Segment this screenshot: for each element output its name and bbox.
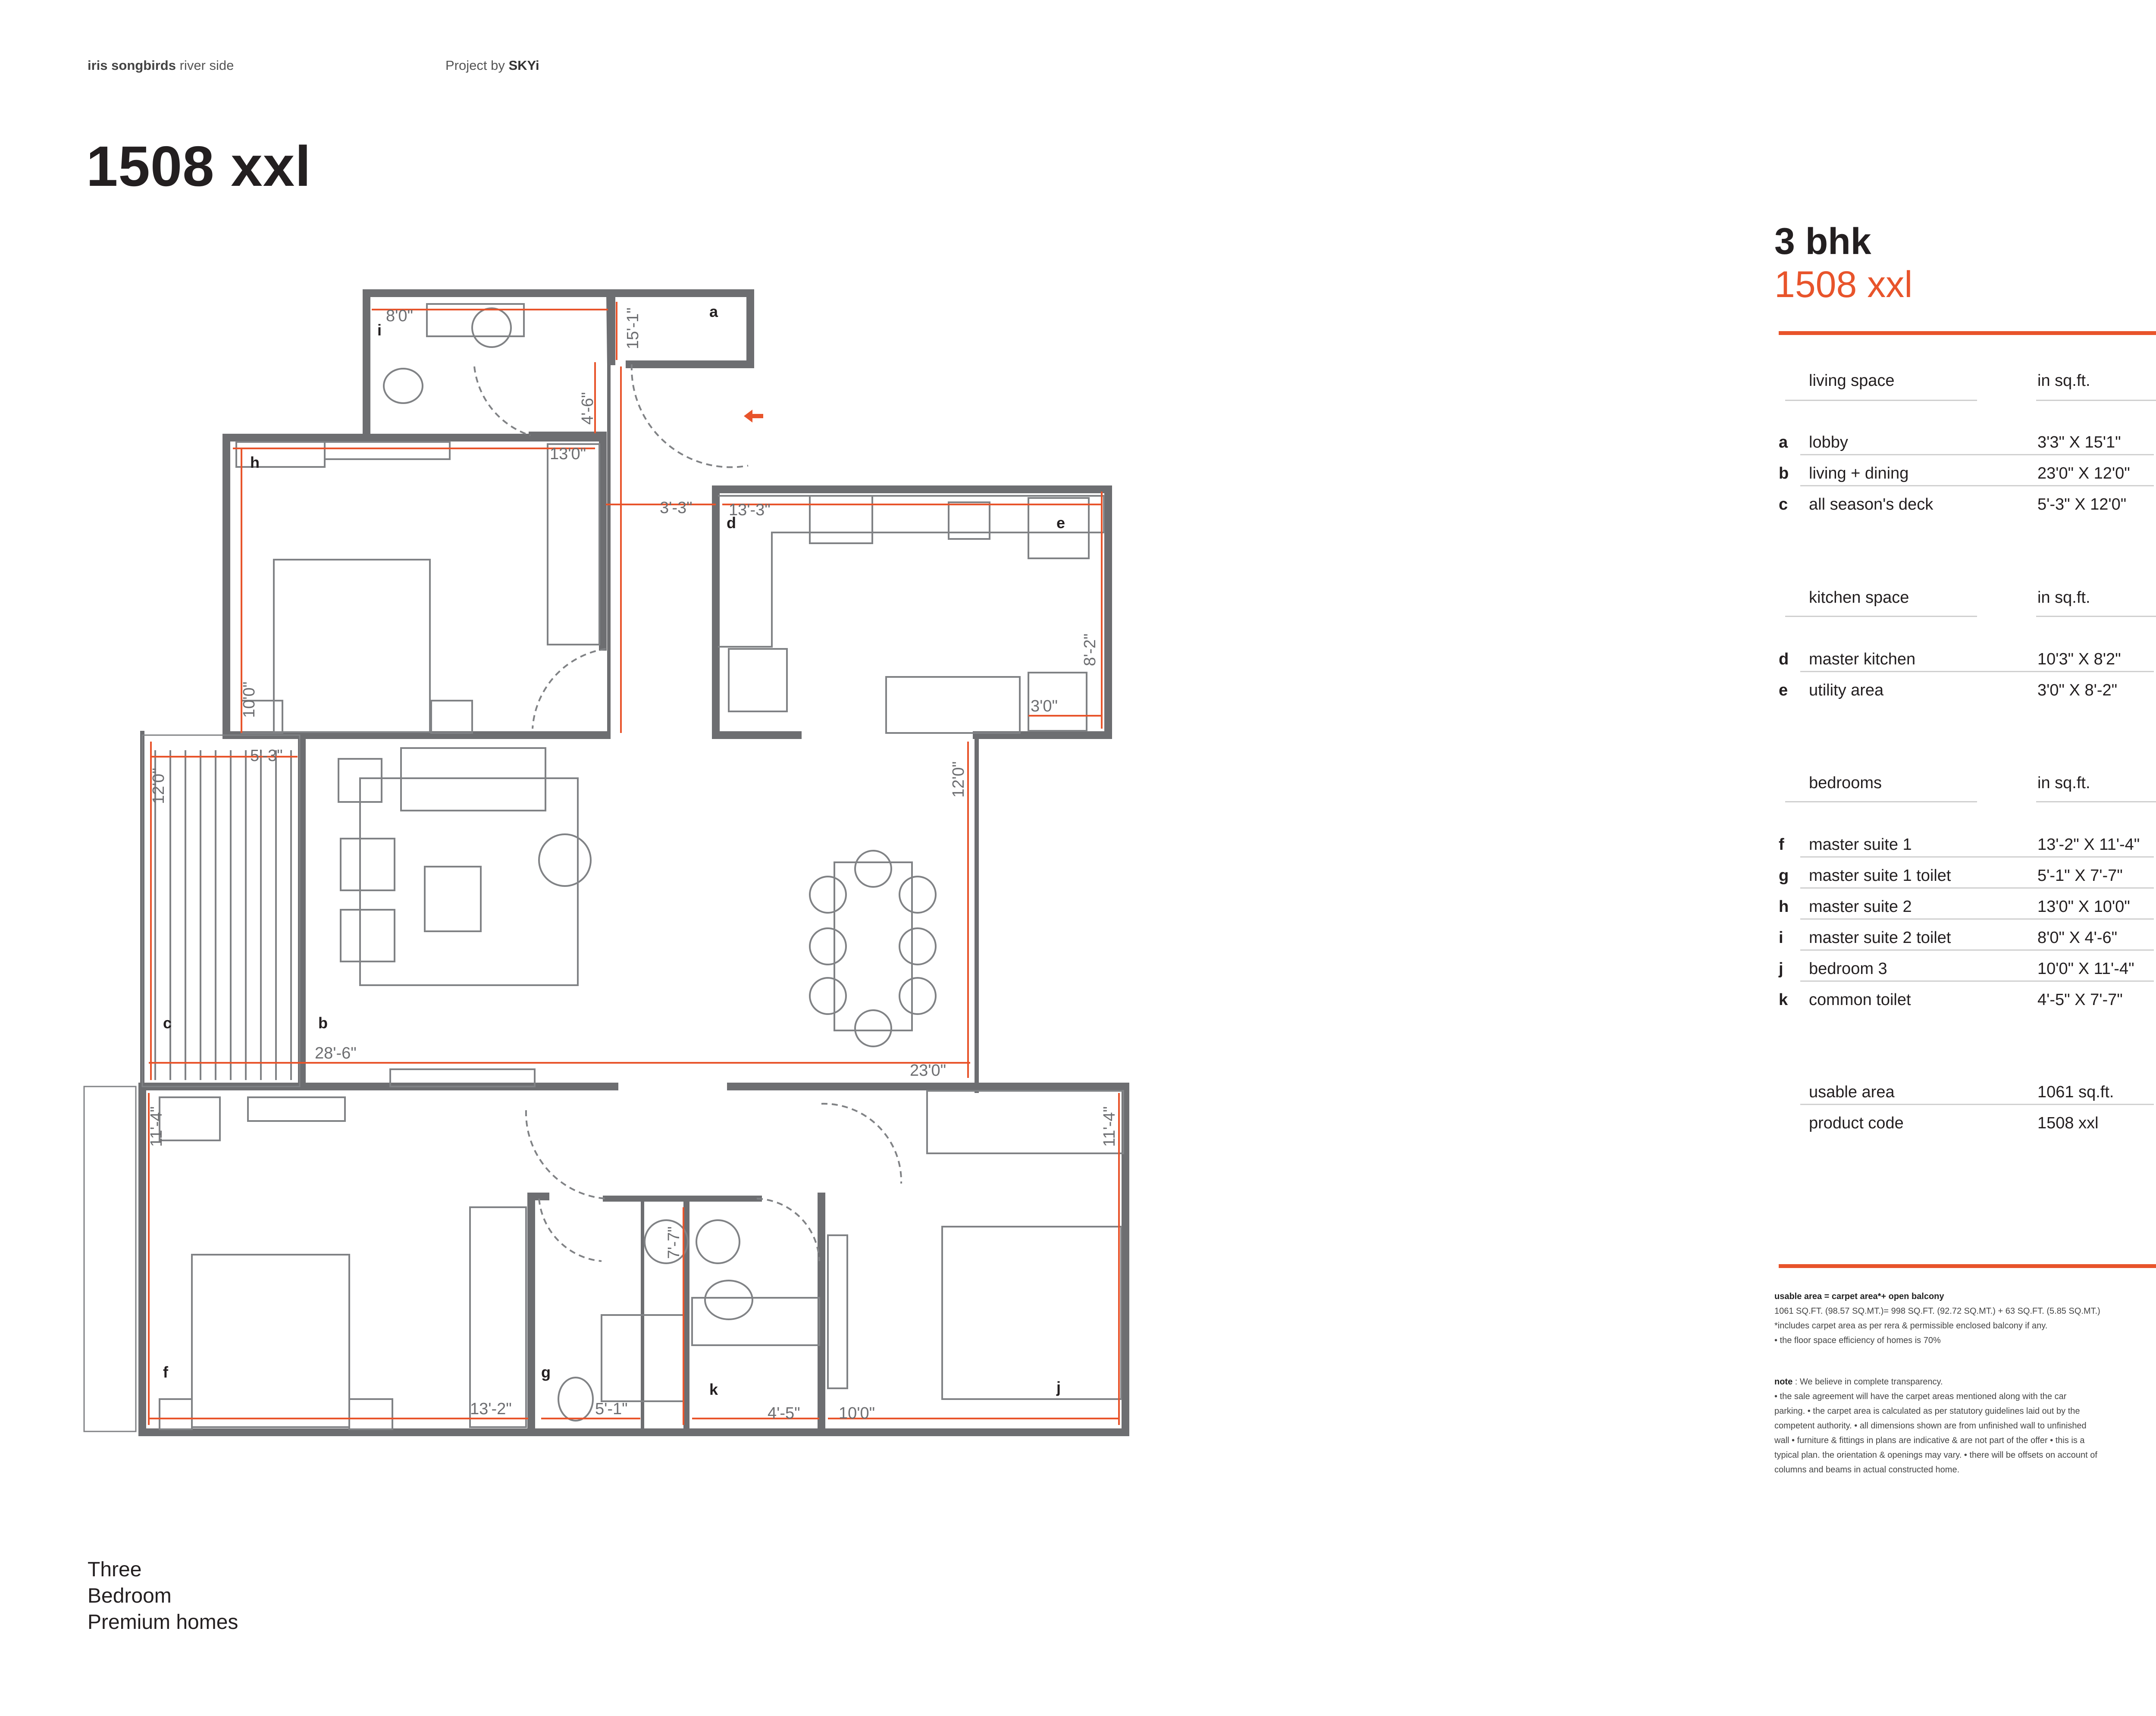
- room-letter-a: a: [709, 303, 718, 320]
- row-value: 23'0" X 12'0": [2037, 464, 2130, 482]
- section-unit-kitchen: in sq.ft.: [2037, 589, 2090, 607]
- row-separator: [1800, 454, 2154, 455]
- dim-label-lobby-width: 3'-3": [660, 499, 693, 517]
- orange-divider: [1779, 1264, 2156, 1268]
- row-value: 4'-5" X 7'-7": [2037, 991, 2123, 1009]
- row-separator: [1800, 671, 2154, 672]
- spec-row: [1779, 867, 2156, 897]
- dim-label-kitchen-width: 13'-3": [729, 501, 771, 519]
- row-value: 13'-2" X 11'-4": [2037, 836, 2140, 854]
- section-unit-bedrooms: in sq.ft.: [2037, 774, 2090, 792]
- dim-label-j-depth: 11'-4": [1100, 1106, 1119, 1147]
- dim-label-g-width: 5'-1": [595, 1400, 628, 1418]
- row-label: master suite 1: [1809, 836, 1912, 854]
- row-letter: e: [1779, 681, 1788, 699]
- row-value: 1061 sq.ft.: [2037, 1083, 2114, 1101]
- row-separator: [1800, 949, 2154, 951]
- dim-label-living-width: 23'0": [910, 1062, 946, 1080]
- row-letter: k: [1779, 991, 1788, 1009]
- spec-row: [1779, 464, 2156, 495]
- page-title: 1508 xxl: [86, 135, 311, 198]
- section-rule: [2036, 801, 2156, 802]
- footnote-line: *includes carpet area as per rera & permissible enclosed balcony if any.: [1774, 1321, 2048, 1331]
- row-label: master suite 2 toilet: [1809, 929, 1951, 947]
- floor-plan-walls: [142, 293, 1125, 1432]
- unit-summary-panel: [1774, 220, 2156, 306]
- row-value: 10'3" X 8'2": [2037, 650, 2121, 668]
- row-value: 13'0" X 10'0": [2037, 898, 2130, 916]
- row-letter: a: [1779, 433, 1788, 451]
- footnote-line: • the floor space efficiency of homes is 70%: [1774, 1336, 1941, 1345]
- row-letter: j: [1779, 960, 1783, 978]
- dim-label-kitchen-depth: 8'-2": [1081, 633, 1099, 666]
- row-label: living + dining: [1809, 464, 1909, 482]
- summary-row-product-code: [1779, 1114, 2156, 1144]
- spec-row: [1779, 960, 2156, 990]
- room-letter-c: c: [163, 1014, 172, 1032]
- section-heading-bedrooms: bedrooms: [1809, 774, 1882, 792]
- note-line: parking. • the carpet area is calculated as per statutory guidelines laid out by the: [1774, 1406, 2080, 1416]
- row-value: 10'0" X 11'-4": [2037, 960, 2134, 978]
- row-letter: h: [1779, 898, 1789, 916]
- row-letter: f: [1779, 836, 1784, 854]
- floor-plan: [0, 0, 1164, 1509]
- section-rule: [1785, 616, 1977, 617]
- dim-label-deck-width: 5'-3": [250, 747, 283, 765]
- note-line: : We believe in complete transparency.: [1795, 1377, 1943, 1387]
- spec-row: [1779, 898, 2156, 928]
- unit-name: 1508 xxl: [1774, 264, 1913, 305]
- note-line: competent authority. • all dimensions shown are from unfinished wall to unfinished: [1774, 1421, 2087, 1431]
- row-letter: g: [1779, 867, 1789, 885]
- row-value: 5'-1" X 7'-7": [2037, 867, 2123, 885]
- entry-arrow-icon: [744, 410, 763, 423]
- floor-plan-dimension-lines: [149, 302, 1119, 1425]
- row-separator: [1800, 1104, 2154, 1105]
- row-label: utility area: [1809, 681, 1884, 699]
- spec-row: [1779, 433, 2156, 463]
- row-value: 3'3" X 15'1": [2037, 433, 2121, 451]
- room-letter-i: i: [377, 321, 382, 339]
- unit-type: 3 bhk: [1774, 221, 1871, 262]
- dim-label-h-width: 13'0": [550, 445, 586, 463]
- room-letter-k: k: [709, 1381, 718, 1398]
- spec-row: [1779, 991, 2156, 1021]
- tagline-line: Premium homes: [88, 1611, 238, 1634]
- room-letter-h: h: [250, 454, 260, 471]
- dim-label-deck-depth: 12'0": [150, 767, 168, 804]
- row-separator: [1800, 980, 2154, 982]
- room-letter-b: b: [318, 1014, 328, 1032]
- row-value: 8'0" X 4'-6": [2037, 929, 2118, 947]
- footnote-line: 1061 SQ.FT. (98.57 SQ.MT.)= 998 SQ.FT. (92.72 SQ.MT.) + 63 SQ.FT. (5.85 SQ.MT.): [1774, 1306, 2100, 1316]
- row-value: 5'-3" X 12'0": [2037, 495, 2127, 514]
- row-letter: i: [1779, 929, 1783, 947]
- row-label: lobby: [1809, 433, 1848, 451]
- footnote-heading: usable area = carpet area*+ open balcony: [1774, 1292, 1944, 1301]
- disclaimer-note: [1774, 1375, 2156, 1477]
- section-unit-living: in sq.ft.: [2037, 372, 2090, 390]
- dim-label-total-width: 28'-6": [315, 1044, 357, 1062]
- spec-row: [1779, 929, 2156, 959]
- row-value: 1508 xxl: [2037, 1114, 2099, 1132]
- row-separator: [1800, 856, 2154, 858]
- note-line: wall • furniture & fittings in plans are indicative & are not part of the offer • this is a: [1774, 1436, 2085, 1445]
- spec-row: [1779, 681, 2156, 711]
- orange-divider: [1779, 331, 2156, 335]
- room-letter-g: g: [541, 1363, 551, 1381]
- section-rule: [2036, 616, 2156, 617]
- spec-row: [1779, 836, 2156, 866]
- dim-label-dining-depth: 12'0": [950, 761, 968, 798]
- row-label: bedroom 3: [1809, 960, 1887, 978]
- room-letter-f: f: [163, 1363, 168, 1381]
- spec-row: [1779, 495, 2156, 526]
- section-heading-living: living space: [1809, 372, 1895, 390]
- dim-label-j-width: 10'0": [839, 1404, 875, 1422]
- dim-label-g-depth: 7'-7": [665, 1226, 683, 1259]
- dim-label-f-depth: 11'-4": [147, 1106, 166, 1147]
- section-heading-kitchen: kitchen space: [1809, 589, 1909, 607]
- row-label: common toilet: [1809, 991, 1911, 1009]
- room-letter-d: d: [727, 514, 736, 532]
- tagline: [88, 1556, 238, 1635]
- tagline-line: Bedroom: [88, 1584, 172, 1607]
- row-letter: d: [1779, 650, 1789, 668]
- brand-label: iris songbirds river side: [88, 58, 234, 73]
- row-label: all season's deck: [1809, 495, 1934, 514]
- spec-row: [1779, 650, 2156, 680]
- row-label: master kitchen: [1809, 650, 1916, 668]
- note-label: note: [1774, 1377, 1793, 1387]
- dim-label-f-width: 13'-2": [470, 1400, 512, 1418]
- section-rule: [1785, 801, 1977, 802]
- row-separator: [1800, 918, 2154, 920]
- row-label: usable area: [1809, 1083, 1895, 1101]
- row-separator: [1800, 887, 2154, 889]
- row-label: product code: [1809, 1114, 1904, 1132]
- room-letter-j: j: [1056, 1378, 1061, 1396]
- dim-label-i-depth: 4'-6": [579, 392, 597, 425]
- dim-label-k-width: 4'-5": [768, 1404, 800, 1422]
- section-rule: [2036, 400, 2156, 401]
- dim-label-lobby-length: 15'-1": [624, 307, 642, 349]
- tagline-line: Three: [88, 1558, 142, 1581]
- row-separator: [1800, 485, 2154, 486]
- dim-label-utility-width: 3'0": [1031, 697, 1058, 715]
- note-line: • the sale agreement will have the carpet areas mentioned along with the car: [1774, 1392, 2067, 1401]
- note-line: typical plan. the orientation & openings may vary. • there will be offsets on account of: [1774, 1450, 2097, 1460]
- section-rule: [1785, 400, 1977, 401]
- dim-label-h-depth: 10'0": [240, 681, 258, 718]
- note-line: columns and beams in actual constructed home.: [1774, 1465, 1960, 1475]
- row-value: 3'0" X 8'-2": [2037, 681, 2118, 699]
- dim-label-i-width: 8'0": [386, 307, 414, 325]
- row-letter: b: [1779, 464, 1789, 482]
- summary-row-usable-area: [1779, 1083, 2156, 1113]
- room-letter-e: e: [1056, 514, 1065, 532]
- row-label: master suite 1 toilet: [1809, 867, 1951, 885]
- row-letter: c: [1779, 495, 1788, 514]
- usable-area-footnote: [1774, 1289, 2156, 1348]
- row-label: master suite 2: [1809, 898, 1912, 916]
- project-by-label: Project by SKYi: [445, 58, 539, 73]
